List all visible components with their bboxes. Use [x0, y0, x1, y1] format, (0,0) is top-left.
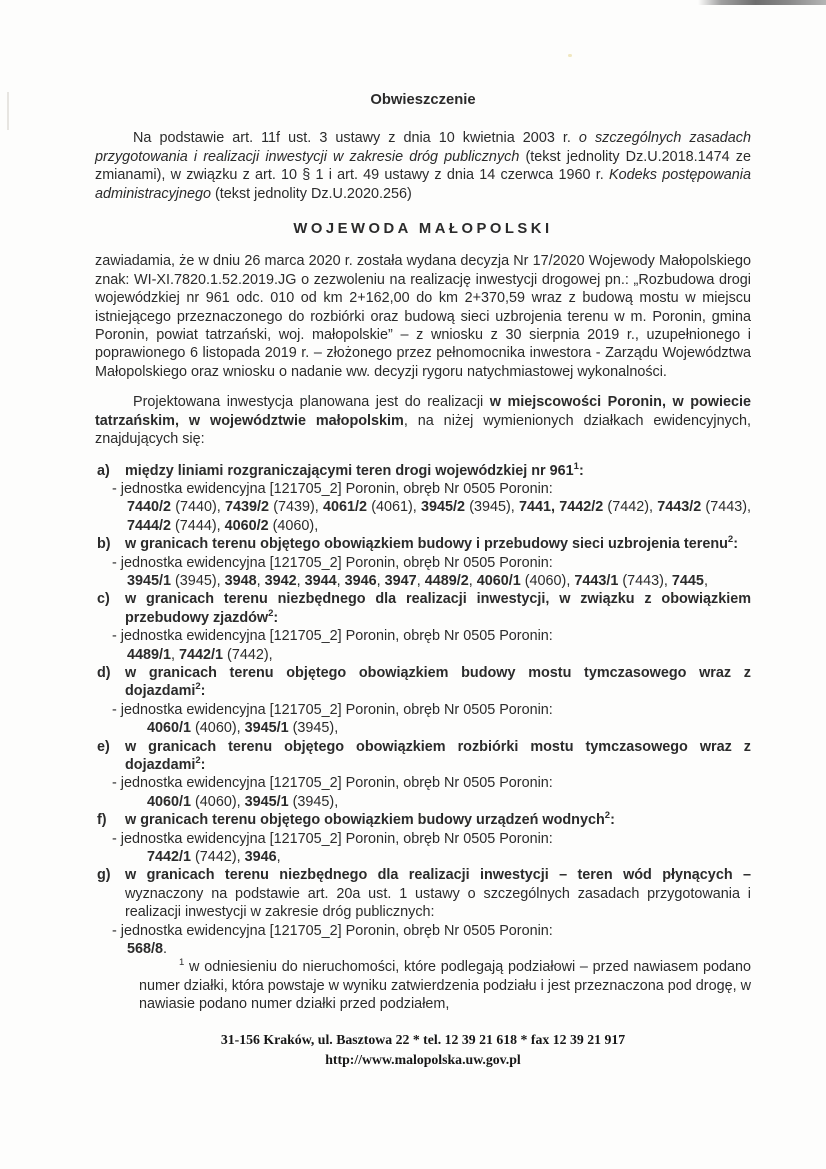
- list-item-heading: w granicach terenu niezbędnego dla realizacji inwestycji, w związku z obowiązkiem przebudowy zjazdów$^2$:: [125, 591, 751, 626]
- list-item-label: f): [97, 812, 107, 829]
- list-item-unit: - jednostka ewidencyjna [121705_2] Poronin, obręb Nr 0505 Poronin:: [112, 830, 553, 847]
- list-item-plots: 4060/1 (4060), 3945/1 (3945),: [147, 720, 339, 737]
- list-item-heading: w granicach terenu objętego obowiązkiem budowy mostu tymczasowego wraz z dojazdami$^2$:: [125, 664, 751, 700]
- parcel-item-c: [95, 590, 751, 664]
- list-item-plots: 7440/2 (7440), 7439/2 (7439), 4061/2 (4061), 3945/2 (3945), 7441, 7442/2 (7442), 7443/2 (7443), 7444/2 (7444), 4060/2 (4060),: [127, 499, 752, 534]
- parcel-item-d: [95, 664, 751, 738]
- list-item-heading: w granicach terenu objętego obowiązkiem rozbiórki mostu tymczasowego wraz z dojazdami$^2$:: [125, 738, 751, 773]
- list-item-label: g): [97, 867, 111, 884]
- list-item-label: a): [97, 462, 110, 479]
- list-item-unit: - jednostka ewidencyjna [121705_2] Poronin, obręb Nr 0505 Poronin:: [112, 701, 553, 718]
- scan-artifact-left-edge: [7, 92, 9, 130]
- office-footer: [95, 1030, 751, 1070]
- list-item-unit: - jednostka ewidencyjna [121705_2] Poronin, obręb Nr 0505 Poronin:: [112, 922, 553, 939]
- parcel-item-b: [95, 535, 751, 590]
- legal-basis-paragraph: Na podstawie art. 11f ust. 3 ustawy z dnia 10 kwietnia 2003 r. o szczególnych zasadach przygotowania i realizacji inwestycji w zakresie dróg publicznych (tekst jednolity Dz.U.2018.1474 ze zmianami), w związku z art. 10 § 1 i art. 49 ustawy z dnia 14 czerwca 1960 r. Kodeks postępowania administracyjnego (tekst jednolity Dz.U.2020.256): [95, 130, 752, 202]
- decision-notice-paragraph: zawiadamia, że w dniu 26 marca 2020 r. została wydana decyzja Nr 17/2020 Wojewody Małopolskiego znak: WI-XI.7820.1.52.2019.JG o zezwoleniu na realizację inwestycji drogowej pn.: „Rozbudowa drogi wojewódzkiej nr 961 odc. 010 od km 2+162,00 do km 2+370,59 wraz z budową mostu w miejscu istniejącego przeznaczonego do rozbiórki oraz budową sieci uzbrojenia terenu w m. Poronin, gmina Poronin, powiat tatrzański, woj. małopolskie” – z wniosku z 30 sierpnia 2019 r., uzupełnionego i poprawionego 6 listopada 2019 r. – złożonego przez pełnomocnika inwestora - Zarządu Województwa Małopolskiego oraz wniosku o nadanie ww. decyzji rygoru natychmiastowej wykonalności.: [95, 253, 751, 380]
- parcel-list: [95, 462, 751, 959]
- list-item-label: b): [97, 536, 111, 553]
- list-item-plots: 7442/1 (7442), 3946,: [147, 849, 281, 866]
- list-item-plots: 568/8.: [127, 941, 168, 958]
- list-item-unit: - jednostka ewidencyjna [121705_2] Poronin, obręb Nr 0505 Poronin:: [112, 554, 553, 571]
- list-item-label: e): [97, 738, 110, 755]
- list-item-label: d): [97, 664, 111, 681]
- list-item-heading: w granicach terenu objętego obowiązkiem budowy i przebudowy sieci uzbrojenia terenu$^2$:: [125, 534, 739, 553]
- list-item-plots: 3945/1 (3945), 3948, 3942, 3944, 3946, 3947, 4489/2, 4060/1 (4060), 7443/1 (7443), 7445,: [127, 572, 708, 589]
- list-item-plots: 4489/1, 7442/1 (7442),: [127, 646, 273, 663]
- parcel-item-f: [95, 811, 751, 866]
- list-item-unit: - jednostka ewidencyjna [121705_2] Poronin, obręb Nr 0505 Poronin:: [112, 480, 553, 497]
- notice-content: [95, 0, 751, 1070]
- issuing-authority: WOJEWODA MAŁOPOLSKI: [293, 221, 553, 238]
- office-website: http://www.malopolska.uw.gov.pl: [325, 1051, 521, 1067]
- list-item-plots: 4060/1 (4060), 3945/1 (3945),: [147, 793, 339, 810]
- location-paragraph: Projektowana inwestycja planowana jest do realizacji w miejscowości Poronin, w powiecie tatrzańskim, w województwie małopolskim, na niżej wymienionych działkach ewidencyjnych, znajdujących się:: [95, 394, 751, 448]
- list-item-heading: między liniami rozgraniczającymi teren drogi wojewódzkiej nr $961^1$:: [125, 460, 584, 479]
- list-item-label: c): [97, 591, 110, 608]
- parcel-item-e: [95, 738, 751, 812]
- footnote: $^1$ w odniesieniu do nieruchomości, które podlegają podziałowi – przed nawiasem podano numer działki, która powstaje w wyniku zatwierdzenia podziału i jest przeznaczona pod drogę, w nawiasie podano numer działki przed podziałem,: [139, 957, 751, 1013]
- list-item-unit: - jednostka ewidencyjna [121705_2] Poronin, obręb Nr 0505 Poronin:: [112, 628, 553, 645]
- notice-title: Obwieszczenie: [370, 92, 476, 108]
- office-address: 31-156 Kraków, ul. Basztowa 22 * tel. 12 39 21 618 * fax 12 39 21 917: [220, 1031, 626, 1047]
- list-item-heading: w granicach terenu objętego obowiązkiem budowy urządzeń wodnych$^2$:: [125, 810, 615, 829]
- parcel-item-a: [95, 462, 751, 536]
- parcel-item-g: [95, 866, 751, 958]
- list-item-unit: - jednostka ewidencyjna [121705_2] Poronin, obręb Nr 0505 Poronin:: [112, 775, 553, 792]
- list-item-heading: w granicach terenu niezbędnego dla realizacji inwestycji – teren wód płynących – wyznaczony na podstawie art. 20a ust. 1 ustawy o szczególnych zasadach przygotowania i realizacji inwestycji w zakresie dróg publicznych:: [125, 867, 751, 921]
